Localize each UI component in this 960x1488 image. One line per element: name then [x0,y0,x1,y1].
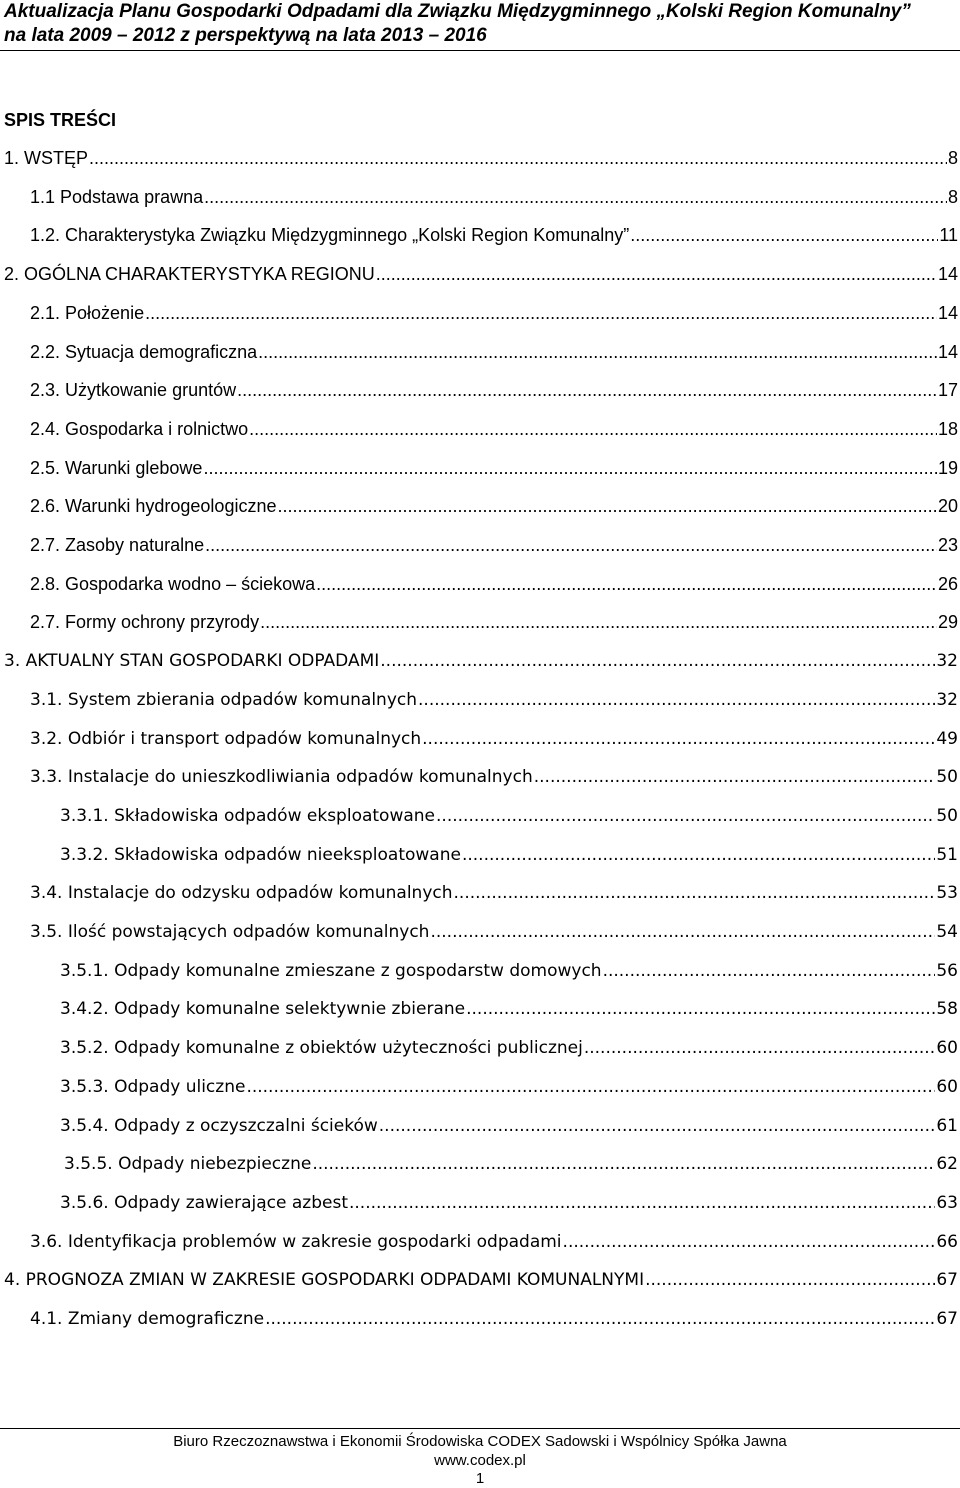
toc-entry-page: 58 [936,999,958,1019]
toc-dot-leader [534,765,936,789]
footer-page-number: 1 [475,1470,485,1487]
toc-entry-label: 2.4. Gospodarka i rolnictwo [30,419,249,439]
toc-entry-page: 32 [936,651,958,671]
document-header [4,0,956,48]
toc-entry[interactable] [30,531,958,557]
toc-dot-leader [379,1114,936,1138]
toc-entry[interactable] [4,1266,958,1292]
toc-entry-page: 14 [937,264,958,284]
toc-entry-label: 2.5. Warunki glebowe [30,458,203,478]
toc-entry-page: 20 [937,496,958,516]
toc-entry-page: 19 [937,458,958,478]
toc-entry[interactable] [60,802,958,828]
toc-entry[interactable] [30,686,958,712]
toc-entry-label: 3.4.2. Odpady komunalne selektywnie zbierane [60,999,466,1019]
toc-dot-leader [430,920,935,944]
toc-entry-page: 61 [936,1116,958,1136]
toc-entry-label: 3.3.1. Składowiska odpadów eksploatowane [60,806,436,826]
toc-entry-page: 67 [936,1270,958,1290]
toc-dot-leader [205,533,937,557]
toc-entry-page: 49 [936,729,958,749]
toc-dot-leader [422,727,935,751]
toc-entry[interactable] [60,995,958,1021]
toc-entry-label: 3.5.6. Odpady zawierające azbest [60,1193,348,1213]
toc-entry[interactable] [4,260,958,286]
toc-entry-label: 3.1. System zbierania odpadów komunalnych [30,690,418,710]
toc-entry-label: 3.4. Instalacje do odzysku odpadów komunalnych [30,883,453,903]
toc-entry-label: 3.3.2. Składowiska odpadów nieeksploatowane [60,845,461,865]
toc-dot-leader [584,1036,936,1060]
toc-entry[interactable] [30,1305,958,1331]
toc-entry-label: 2.6. Warunki hydrogeologiczne [30,496,277,516]
toc-entry[interactable] [30,338,958,364]
toc-dot-leader [316,572,937,596]
toc-entry-page: 50 [936,767,958,787]
toc-entry-page: 18 [937,419,958,439]
toc-entry[interactable] [60,1034,958,1060]
toc-dot-leader [145,301,937,325]
toc-entry-label: 1.2. Charakterystyka Związku Międzygminnego „Kolski Region Komunalny” [30,225,630,245]
toc-entry[interactable] [30,763,958,789]
toc-entry-page: 26 [937,574,958,594]
toc-entry[interactable] [60,1073,958,1099]
toc-entry-label: 2.3. Użytkowanie gruntów [30,380,237,400]
toc-entry-page: 11 [939,225,958,245]
toc-entry[interactable] [30,879,958,905]
toc-entry-label: 3.5.1. Odpady komunalne zmieszane z gospodarstw domowych [60,961,602,981]
toc-entry[interactable] [30,454,958,480]
toc-entry[interactable] [4,647,958,673]
toc-entry-page: 29 [937,612,958,632]
footer-website: www.codex.pl [434,1452,526,1469]
toc-entry-page: 56 [936,961,958,981]
toc-entry-label: 3.5.2. Odpady komunalne z obiektów użyteczności publicznej [60,1038,583,1058]
footer-rule [0,1428,960,1429]
toc-entry-page: 8 [947,187,958,207]
toc-entry-label: 3.5.3. Odpady uliczne [60,1077,246,1097]
toc-entry[interactable] [30,608,958,634]
toc-entry-label: 2.7. Formy ochrony przyrody [30,612,260,632]
toc-dot-leader [466,997,935,1021]
toc-dot-leader [630,223,938,247]
toc-entry[interactable] [30,376,958,402]
toc-dot-leader [418,688,935,712]
toc-entry[interactable] [30,415,958,441]
toc-dot-leader [203,456,937,480]
toc-entry-page: 14 [937,342,958,362]
toc-dot-leader [89,146,947,170]
toc-entry[interactable] [30,725,958,751]
toc-entry-page: 14 [937,303,958,323]
toc-entry-page: 8 [947,148,958,168]
toc-entry[interactable] [4,144,958,170]
toc-dot-leader [454,881,936,905]
toc-entry-label: 4. PROGNOZA ZMIAN W ZAKRESIE GOSPODARKI ODPADAMI KOMUNALNYMI [4,1270,645,1290]
toc-entry-label: 3.6. Identyfikacja problemów w zakresie gospodarki odpadami [30,1232,562,1252]
toc-dot-leader [462,843,935,867]
toc-entry[interactable] [60,1189,958,1215]
toc-entry-page: 62 [936,1154,958,1174]
toc-entry[interactable] [30,492,958,518]
toc-entry-label: 1. WSTĘP [4,148,89,168]
toc-heading: SPIS TREŚCI [4,110,117,130]
toc-dot-leader [237,378,937,402]
toc-entry-label: 2.2. Sytuacja demograficzna [30,342,258,362]
toc-entry-label: 3. AKTUALNY STAN GOSPODARKI ODPADAMI [4,651,380,671]
toc-dot-leader [349,1191,935,1215]
toc-entry-page: 60 [936,1077,958,1097]
toc-entry-label: 2.1. Położenie [30,303,145,323]
toc-dot-leader [563,1230,936,1254]
toc-entry-page: 66 [936,1232,958,1252]
toc-dot-leader [204,185,947,209]
toc-dot-leader [380,649,935,673]
toc-entry[interactable] [64,1150,958,1176]
toc-entry-label: 3.2. Odbiór i transport odpadów komunalnych [30,729,422,749]
toc-entry[interactable] [30,918,958,944]
toc-dot-leader [249,417,937,441]
toc-dot-leader [436,804,935,828]
toc-entry[interactable] [30,299,958,325]
toc-entry-label: 2. OGÓLNA CHARAKTERYSTYKA REGIONU [4,264,375,284]
toc-dot-leader [645,1268,935,1292]
footer-company: Biuro Rzeczoznawstwa i Ekonomii Środowiska CODEX Sadowski i Wspólnicy Spółka Jawna [173,1433,787,1450]
toc-dot-leader [376,262,937,286]
toc-entry-label: 4.1. Zmiany demograficzne [30,1309,265,1329]
toc-entry-label: 2.7. Zasoby naturalne [30,535,205,555]
header-title-line-1: Aktualizacja Planu Gospodarki Odpadami dla Związku Międzygminnego „Kolski Region Komunalny” [4,1,911,22]
toc-entry[interactable] [30,221,958,247]
toc-entry-page: 50 [936,806,958,826]
toc-entry[interactable] [30,183,958,209]
toc-entry-label: 3.3. Instalacje do unieszkodliwiania odpadów komunalnych [30,767,533,787]
toc-dot-leader [246,1075,935,1099]
toc-entry-page: 17 [937,380,958,400]
header-rule [0,50,960,51]
toc-entry-label: 3.5.4. Odpady z oczyszczalni ścieków [60,1116,378,1136]
toc-entry[interactable] [30,570,958,596]
toc-entry-page: 63 [936,1193,958,1213]
toc-entry-page: 67 [936,1309,958,1329]
toc-entry[interactable] [60,957,958,983]
toc-entry-label: 2.8. Gospodarka wodno – ściekowa [30,574,316,594]
toc-entry-page: 54 [936,922,958,942]
toc-dot-leader [258,340,937,364]
toc-entry-page: 53 [936,883,958,903]
toc-entry[interactable] [60,841,958,867]
header-title-line-2: na lata 2009 – 2012 z perspektywą na lata 2013 – 2016 [4,25,487,46]
toc-entry-label: 1.1 Podstawa prawna [30,187,204,207]
toc-entry-page: 32 [936,690,958,710]
toc-entry-label: 3.5. Ilość powstających odpadów komunalnych [30,922,430,942]
toc-entry-label: 3.5.5. Odpady niebezpieczne [64,1154,312,1174]
toc-entry-page: 51 [936,845,958,865]
toc-dot-leader [603,959,936,983]
toc-dot-leader [260,610,937,634]
toc-dot-leader [265,1307,935,1331]
toc-entry-page: 60 [936,1038,958,1058]
toc-dot-leader [277,494,936,518]
toc-entry-page: 23 [937,535,958,555]
toc-entry[interactable] [30,1228,958,1254]
toc-dot-leader [312,1152,935,1176]
toc-entry[interactable] [60,1112,958,1138]
